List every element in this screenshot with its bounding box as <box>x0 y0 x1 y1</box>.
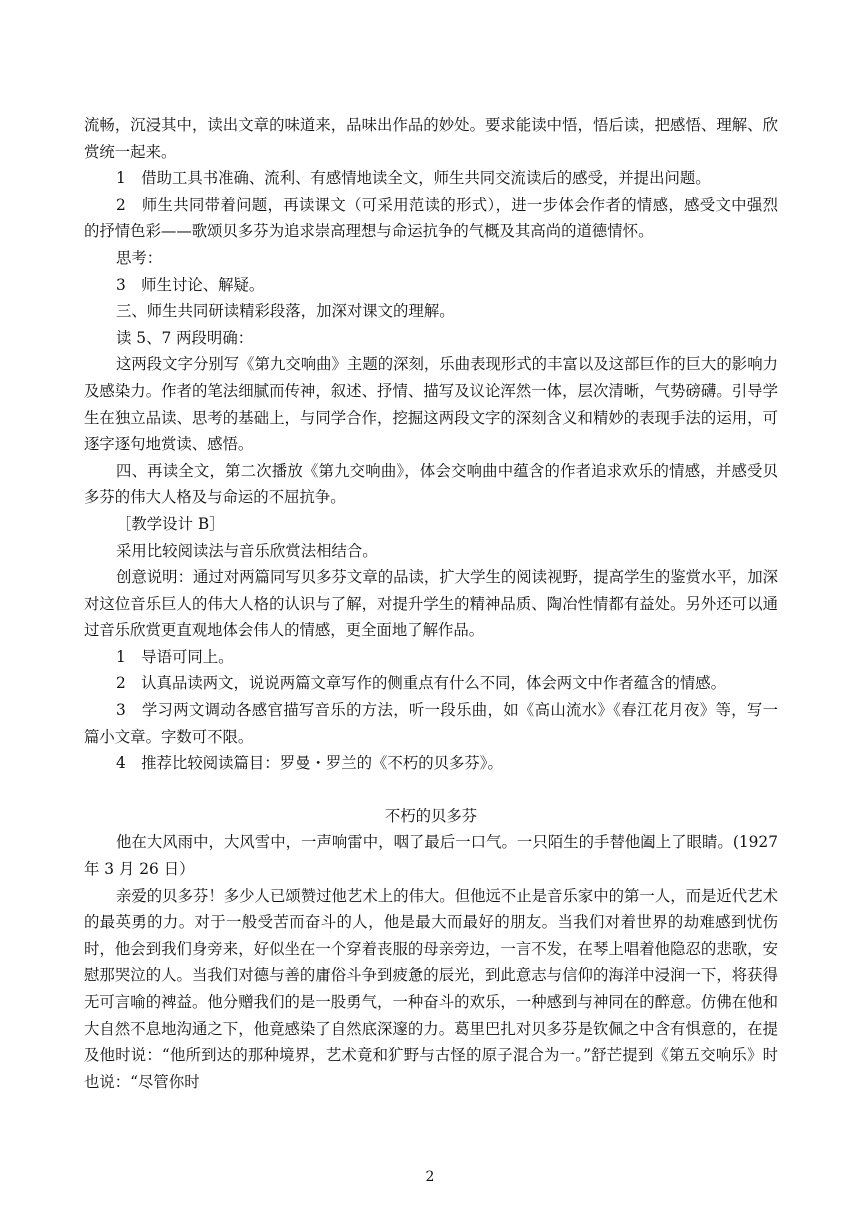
paragraph: 3 师生讨论、解疑。 <box>116 275 265 294</box>
paragraph: 1 导语可同上。 <box>116 647 234 666</box>
paragraph: 思考： <box>116 248 163 267</box>
section-heading: 三、师生共同研读精彩段落，加深对课文的理解。 <box>116 302 455 321</box>
paragraph: 采用比较阅读法与音乐欣赏法相结合。 <box>116 541 378 560</box>
paragraph: 1 借助工具书准确、流利、有感情地读全文，师生共同交流读后的感受，并提出问题。 <box>116 169 711 188</box>
paragraph: 这两段文字分别写《第九交响曲》主题的深刻，乐曲表现形式的丰富以及这部巨作的巨大的影响力及感染力。作者的笔法细腻而传神，叙述、抒情、描写及议论浑然一体，层次清晰，气势磅礴。引导学生在独立品读、思考的基础上，与同学合作，挖掘这两段文字的深刻含义和精妙的表现手法的运用，可逐字逐句地赏读、感悟。 <box>84 355 778 454</box>
section-heading: 四、再读全文，第二次播放《第九交响曲》，体会交响曲中蕴含的作者追求欢乐的情感，并感受贝多芬的伟大人格及与命运的不屈抗争。 <box>84 461 778 507</box>
paragraph: 流畅，沉浸其中，读出文章的味道来，品味出作品的妙处。要求能读中悟，悟后读，把感悟、理解、欣赏统一起来。 <box>84 116 778 161</box>
paragraph: 3 学习两文调动各感官描写音乐的方法，听一段乐曲，如《高山流水》《春江花月夜》等，写一篇小文章。字数可不限。 <box>84 701 778 746</box>
paragraph: 4 推荐比较阅读篇目：罗曼・罗兰的《不朽的贝多芬》。 <box>116 754 503 773</box>
article-paragraph: 他在大风雨中，大风雪中，一声响雷中，咽了最后一口气。一只陌生的手替他阖上了眼睛。(1927 年 3 月 26 日） <box>84 833 778 879</box>
spacer <box>84 777 778 803</box>
paragraph: 2 师生共同带着问题，再读课文（可采用范读的形式），进一步体会作者的情感，感受文中强烈的抒情色彩——歌颂贝多芬为追求崇高理想与命运抗争的气概及其高尚的道德情怀。 <box>84 195 778 241</box>
article-paragraph: 亲爱的贝多芬！多少人已颂赞过他艺术上的伟大。但他远不止是音乐家中的第一人，而是近代艺术的最英勇的力。对于一般受苦而奋斗的人，他是最大而最好的朋友。当我们对着世界的劫难感到忧伤时，他会到我们身旁来，好似坐在一个穿着丧服的母亲旁边，一言不发，在琴上唱着他隐忍的悲歌，安慰那哭泣的人。当我们对德与善的庸俗斗争到疲惫的辰光，到此意志与信仰的海洋中浸润一下，将获得无可言喻的裨益。他分赠我们的是一股勇气，一种奋斗的欢乐，一种感到与神同在的醉意。仿佛在他和大自然不息地沟通之下，他竟感染了自然底深邃的力。葛里巴扎对贝多芬是钦佩之中含有惧意的，在提及他时说：“他所到达的那种境界，艺术竟和犷野与古怪的原子混合为一。”舒芒提到《第五交响乐》时也说：“尽管你时 <box>84 886 778 1091</box>
page-number: 2 <box>425 1169 435 1185</box>
design-label: ［教学设计 B］ <box>116 514 225 533</box>
paragraph: 读 5、7 两段明确： <box>116 328 254 347</box>
paragraph: 2 认真品读两文，说说两篇文章写作的侧重点有什么不同，体会两文中作者蕴含的情感。 <box>116 674 727 693</box>
body-text <box>84 112 778 1095</box>
article-title: 不朽的贝多芬 <box>384 806 478 825</box>
paragraph: 创意说明：通过对两篇同写贝多芬文章的品读，扩大学生的阅读视野，提高学生的鉴赏水平，加深对这位音乐巨人的伟大人格的认识与了解，对提升学生的精神品质、陶冶性情都有益处。另外还可以通过音乐欣赏更直观地体会伟人的情感，更全面地了解作品。 <box>84 568 778 640</box>
